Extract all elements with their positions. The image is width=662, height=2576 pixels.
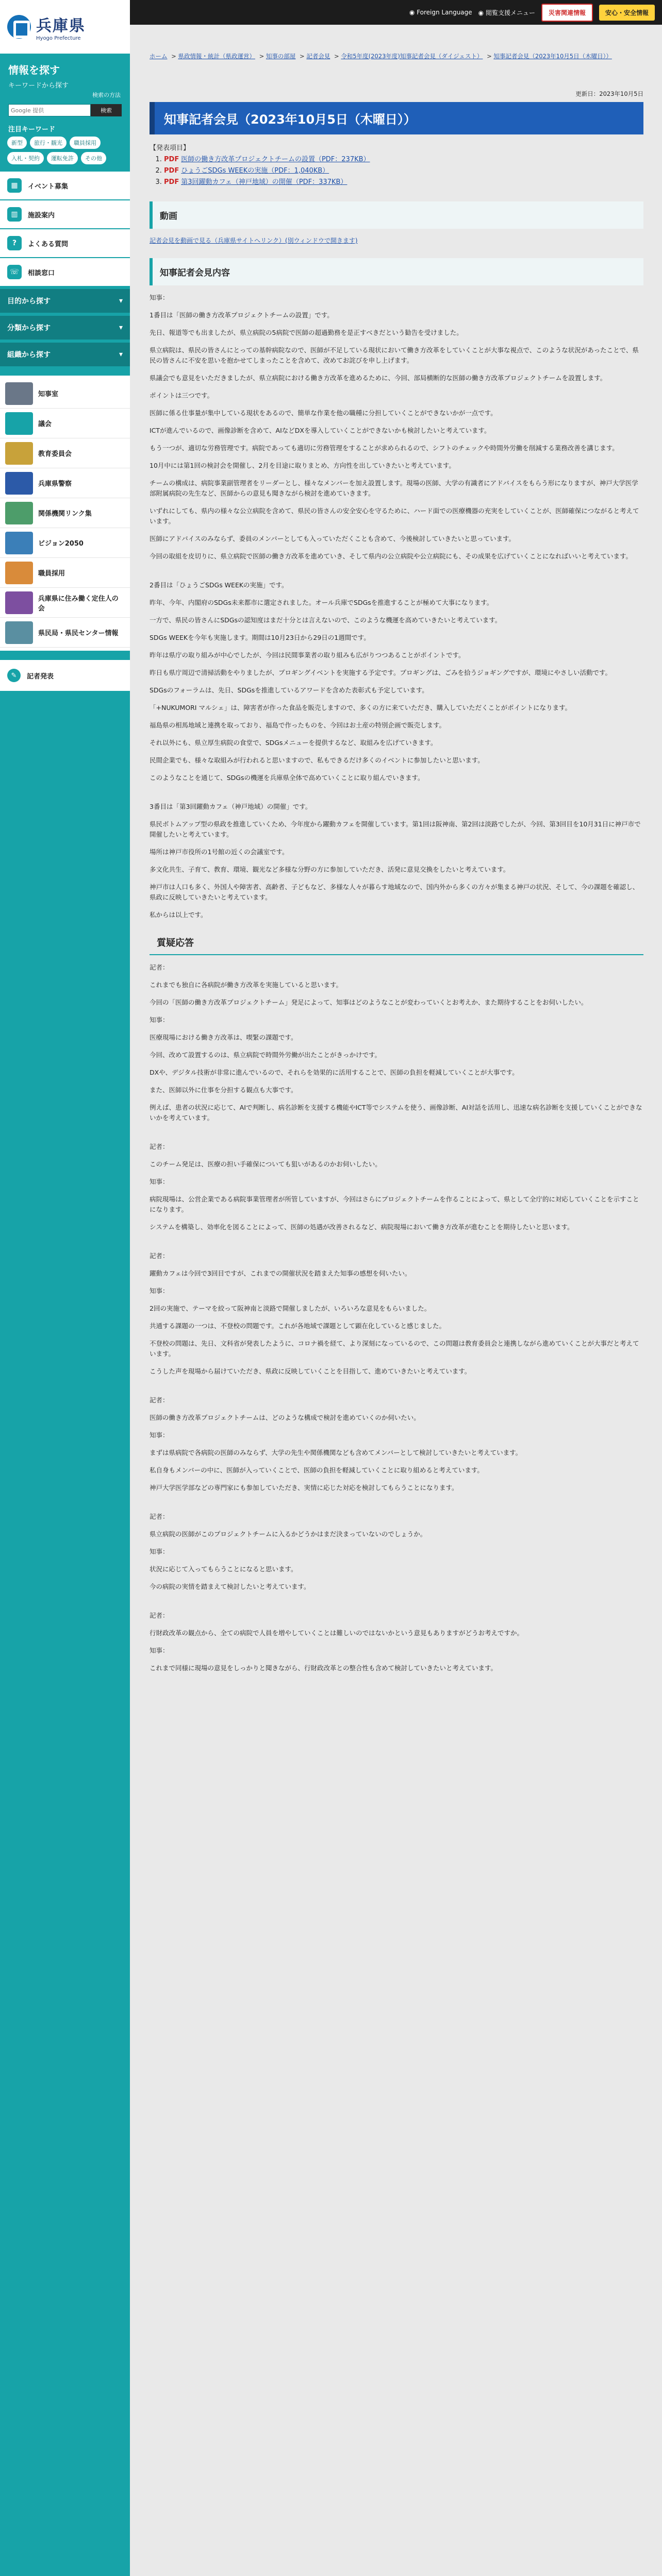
press-icon: ✎ [7,669,21,682]
breadcrumb-link[interactable]: 令和5年度(2023年度)知事記者会見（ダイジェスト） [341,53,483,60]
qa-paragraph: 知事： [150,1431,169,1439]
sidebar-banner[interactable] [0,558,130,588]
speech-body [150,293,643,920]
sidebar-banner-label: ビジョン2050 [38,540,84,548]
file-link[interactable]: ひょうごSDGs WEEKの実施（PDF：1,040KB） [181,167,329,175]
sidebar-banner[interactable] [0,588,130,618]
speech-paragraph: ICTが進んでいるので、画像診断を含めて、AIなどDXを導入していくことができないかも検討したいと考えています。 [150,427,491,434]
foreign-language-link[interactable]: ◉ Foreign Language [409,9,472,16]
speech-paragraph: 昨年、今年、内閣府のSDGs未来都市に選定されました。オール兵庫でSDGsを推進することが極めて大事になります。 [150,599,493,606]
sidebar-menu [0,172,130,286]
qa-paragraph: こうした声を現場から届けていただき、県政に反映していくことを目指して、進めていきたいと考えています。 [150,1367,471,1375]
cal-icon: ▦ [7,178,22,193]
speech-paragraph: ポイントは三つです。 [150,392,214,399]
qa-paragraph: 記者： [150,1252,169,1260]
logo-text: 兵庫県 [36,16,86,35]
breadcrumb-link[interactable]: 知事の部屋 [266,53,296,60]
breadcrumb-separator: > [485,53,494,60]
qa-paragraph: 記者： [150,1612,169,1619]
chevron-down-icon: ▾ [119,324,123,332]
banner-thumbnail [5,442,33,465]
qa-paragraph: 知事： [150,1287,169,1295]
video-heading: 動画 [150,201,643,229]
speech-paragraph: 民間企業でも、様々な取組みが行われると思いますので、私もできるだけ多くのイベントに参加したいと思います。 [150,756,484,764]
keyword-pill[interactable]: その他 [81,152,106,164]
page-title: 知事記者会見（2023年10月5日（木曜日）） [150,102,643,134]
sidebar-menu-label: イベント募集 [28,182,69,191]
sidebar-dropdowns [0,289,130,366]
qa-paragraph: 神戸大学医学部などの専門家にも参加していただき、実情に応じた対応を検討してもらうことになります。 [150,1484,458,1492]
breadcrumb-link[interactable]: 県政情報・統計（県政運営） [178,53,255,60]
foreign-language-label: Foreign Language [417,9,472,16]
safety-info-button[interactable]: 安心・安全情報 [599,5,655,21]
section-heading: 知事記者会見内容 [150,258,643,285]
banner-thumbnail [5,621,33,644]
pdf-icon: PDF [164,156,179,163]
qa-paragraph: 記者： [150,1513,169,1520]
search-button[interactable]: 検索 [91,104,122,116]
pdf-icon: PDF [164,178,179,186]
qa-paragraph: 知事： [150,1178,169,1185]
speech-paragraph: SDGs WEEKを今年も実施します。期間は10月23日から29日の1週間です。 [150,634,370,641]
sidebar-banners [0,376,130,651]
sidebar-banner[interactable] [0,438,130,468]
sidebar-menu-item[interactable] [0,172,130,199]
speech-paragraph: もう一つが、適切な労務管理です。病院であっても適切に労務管理をすることが求められるので、シフトのチェックや時間外労働を削減する業務改善を講じます。 [150,444,619,452]
disaster-info-button[interactable]: 災害関連情報 [541,4,593,22]
qa-paragraph: 知事： [150,1548,169,1555]
breadcrumb-separator: > [332,53,341,60]
sidebar-banner[interactable] [0,379,130,409]
qa-paragraph: また、医師以外に仕事を分担する観点も大事です。 [150,1086,297,1094]
qa-heading: 質疑応答 [150,930,643,955]
speech-paragraph: チームの構成は、病院事業副管理者をリーダーとし、様々なメンバーを加え設置します。現場の医師、大学の有識者にアドバイスをもらう形になりますが、神戸大学医学部附属病院の先生など、医師からの意見も聞きながら検討を進めていきます。 [150,479,638,497]
breadcrumb-link[interactable]: ホーム [150,53,168,60]
sidebar-menu-label: よくある質問 [28,240,69,248]
qa-paragraph: 私自身もメンバーの中に、医師が入っていくことで、医師の負担を軽減していくことに取り組めると考えています。 [150,1466,484,1474]
speech-paragraph: 知事： [150,294,169,301]
sidebar-banner[interactable] [0,498,130,528]
sidebar-banner[interactable] [0,618,130,648]
qa-paragraph: 躍動カフェは今回で3回目ですが、これまでの開催状況を踏まえた知事の感想を伺いたい。 [150,1269,411,1277]
sidebar-menu-item[interactable] [0,258,130,286]
breadcrumb [150,52,644,61]
banner-thumbnail [5,532,33,554]
qa-paragraph: 例えば、患者の状況に応じて、AIで判断し、病名診断を支援する機能やICT等でシステムを使う、画像診断、AI対話を活用し、迅速な病名診断を支援していくことができないかを考えています。 [150,1104,642,1122]
phone-icon: ☏ [7,265,22,279]
sidebar-dropdown-label: 目的から探す [7,297,51,306]
breadcrumb-separator: > [169,53,178,60]
keyword-pill[interactable]: 新型 [7,137,27,149]
view-support-label: 閲覧支援メニュー [485,9,535,16]
qa-body [150,962,643,1673]
sidebar-dropdown[interactable] [0,343,130,366]
sidebar-banner[interactable] [0,468,130,498]
breadcrumb-link: 知事記者会見（2023年10月5日（木曜日）） [493,53,612,60]
search-method-link[interactable]: 検索の方法 [92,92,121,98]
banner-thumbnail [5,562,33,584]
file-link[interactable]: 医師の働き方改革プロジェクトチームの設置（PDF：237KB） [181,156,370,163]
speech-paragraph: 県民ボトムアップ型の県政を推進していくため、今年度から躍動カフェを開催しています。第1回は阪神南、第2回は淡路でしたが、今回、第3回目を10月31日に神戸市で開催したいと考えています。 [150,820,641,838]
search-box [8,104,122,116]
sidebar-banner[interactable] [0,528,130,558]
sidebar-banner-label: 教育委員会 [38,450,72,458]
sidebar-menu-item[interactable] [0,229,130,257]
speech-paragraph: 3番目は「第3回躍動カフェ（神戸地域）の開催」です。 [150,803,312,810]
qa-paragraph: 状況に応じて入ってもらうことになると思います。 [150,1565,297,1573]
speech-paragraph: SDGsのフォーラムは、先日、SDGsを推進しているアワードを含めた表彰式も予定しています。 [150,686,428,694]
speech-paragraph: 私からは以上です。 [150,911,207,919]
speech-paragraph: 県立病院は、県民の皆さんにとっての基幹病院なので、医師が不足している現状において働き方改革をしていくことが大事な視点で、このような状況があったことで、県民の皆さんに不安を思いを抱かせてしまったことを含めて、改めてお詫びを申し上げます。 [150,346,639,364]
speech-paragraph: 県議会でも意見をいただきましたが、県立病院における働き方改革を進めるために、今回、部局横断的な医師の働き方改革プロジェクトチームを設置します。 [150,374,607,382]
logo-sub: Hyogo Prefecture [36,35,81,41]
qa-paragraph: 2回の実施で、テーマを絞って阪神南と淡路で開催しましたが、いろいろな意見をもらいました。 [150,1304,431,1312]
sidebar-menu-label: 施設案内 [28,211,55,219]
view-support-link[interactable]: ◉ 閲覧支援メニュー [478,9,535,16]
qa-paragraph: まずは県病院で各病院の医師のみならず、大学の先生や関係機関なども含めてメンバーとして検討していきたいと考えています。 [150,1449,522,1456]
announcement-files [150,143,643,188]
sidebar-banner-label: 職員採用 [38,570,65,578]
breadcrumb-link[interactable]: 記者会見 [306,53,330,60]
speech-paragraph: 先日、報道等でも出ましたが、県立病院の5病院で医師の超過勤務を是正すべきだという勧告を受けました。 [150,329,463,336]
sidebar-banner-label: 議会 [38,420,52,428]
keyword-pill[interactable]: 入札・契約 [7,152,44,164]
banner-thumbnail [5,472,33,495]
speech-paragraph: 1番目は「医師の働き方改革プロジェクトチームの設置」です。 [150,311,334,319]
sidebar-dropdown-label: 組織から探す [7,351,51,359]
sidebar [0,0,130,2576]
files-label: 【発表項目】 [150,144,190,152]
qa-paragraph: 記者： [150,1143,169,1150]
qa-paragraph: システムを構築し、効率化を図ることによって、医師の処遇が改善されるなど、病院現場において働き方改革が進むことを期待したいと思います。 [150,1223,574,1231]
breadcrumb-separator: > [297,53,307,60]
press-release-link[interactable] [0,660,130,691]
qa-paragraph: 記者： [150,1396,169,1404]
sidebar-menu-label: 相談窓口 [28,269,55,277]
main-content [150,90,643,1673]
speech-paragraph: 昨日も県庁周辺で清掃活動をやりましたが、プロギングイベントを実施する予定です。プロギングは、ごみを拾うジョギングですが、環境にやさしい活動です。 [150,669,612,676]
file-item [164,154,643,165]
keyword-pill[interactable]: 旅行・観光 [30,137,67,149]
top-bar [130,0,662,25]
building-icon: ▥ [7,207,22,222]
qa-paragraph: 病院現場は、公営企業である病院事業管理者が所管していますが、今回はさらにプロジェクトチームを作ることによって、県として全庁的に対応していくことを示すことになります。 [150,1195,639,1213]
press-label: 記者発表 [27,672,54,681]
banner-thumbnail [5,502,33,524]
qa-paragraph: 不登校の問題は、先日、文科省が発表したように、コロナ禍を経て、より深刻になっているので、この問題は教育委員会と連携しながら進めていくことが大事だと考えています。 [150,1340,639,1358]
qa-paragraph: 共通する課題の一つは、不登校の問題です。これが各地域で課題として顕在化していると感じました。 [150,1322,446,1330]
sidebar-banner-label: 県民局・県民センター情報 [38,630,119,637]
qa-paragraph: 医療現場における働き方改革は、喫緊の課題です。 [150,1033,297,1041]
speech-paragraph: 福島県の相馬地域と連携を取っており、福島で作ったものを、今回はお土産の特別企画で販売します。 [150,721,446,729]
speech-paragraph: 多文化共生、子育て、教育、環境、観光など多様な分野の方に参加していただき、活発に意見交換をしたいと考えています。 [150,866,510,873]
speech-paragraph: 神戸市は人口も多く、外国人や障害者、高齢者、子どもなど、多様な人々が暮らす地域なので、国内外から多くの方々が集まる神戸の状況、そして、今の課題を確認し、県政に反映していきたいと考えています。 [150,883,639,901]
sidebar-dropdown[interactable] [0,316,130,340]
qa-paragraph: 今の病院の実情を踏まえて検討したいと考えています。 [150,1583,310,1590]
speech-paragraph: 昨年は県庁の取り組みが中心でしたが、今回は民間事業者の取り組みも広がりつつあることがポイントです。 [150,651,465,659]
chevron-down-icon: ▾ [119,297,123,305]
speech-paragraph: 今回の取組を皮切りに、県立病院で医師の働き方改革を進めていき、そして県内の公立病院や公立病院にも、その成果を広げていくことになればいいと考えています。 [150,552,633,560]
speech-paragraph: いずれにしても、県内の様々な公立病院を含めて、県民の皆さんの安全安心を守るために、ハード面での医療機器の充実をしていくことが、医師確保につながると考えています。 [150,507,639,525]
search-input[interactable] [8,104,91,116]
qa-paragraph: 今回、改めて設置するのは、県立病院で時間外労働が出たことがきっかけです。 [150,1051,382,1059]
qa-paragraph: これまでも独自に各病院が働き方改革を実施していると思います。 [150,981,343,989]
banner-thumbnail [5,591,33,614]
qa-paragraph: 知事： [150,1016,169,1024]
qa-paragraph: 県立病院の医師がこのプロジェクトチームに入るかどうかはまだ決まっていないのでしょうか。 [150,1530,427,1538]
sidebar-banner-label: 知事室 [38,391,59,398]
sidebar-banner-label: 関係機関リンク集 [38,510,92,518]
notice-keyword-label: 注目キーワード [8,126,56,133]
sidebar-heading: 情報を探す [8,64,60,76]
keyword-pill[interactable]: 職員採用 [70,137,101,149]
qa-paragraph: これまで同様に現場の意見をしっかりと聞きながら、行財政改革との整合性も含めて検討していきたいと考えています。 [150,1664,498,1672]
qa-paragraph: このチーム発足は、医療の担い手確保についても狙いがあるのかお伺いしたい。 [150,1160,382,1168]
qa-paragraph: 今回の「医師の働き方改革プロジェクトチーム」発足によって、知事はどのようなことが変わっていくとお考えか、また期待することをお伺いしたい。 [150,998,588,1006]
breadcrumb-separator: > [257,53,266,60]
speech-paragraph: 一方で、県民の皆さんにSDGsの認知度はまだ十分とは言えないので、このような機運を高めていきたいと考えています。 [150,616,502,624]
sidebar-banner-label: 兵庫県に住み働く定住人の会 [38,595,119,613]
file-item [164,165,643,177]
site-logo[interactable] [0,0,130,54]
file-item [164,177,643,188]
speech-paragraph: それ以外にも、県立厚生病院の食堂で、SDGsメニューを提供するなど、取組みを広げていきます。 [150,739,437,747]
keyword-pills [0,137,130,164]
qa-paragraph: 記者： [150,963,169,971]
speech-paragraph: 場所は神戸市役所の1号館の近くの会議室です。 [150,848,289,856]
sidebar-menu-item[interactable] [0,200,130,228]
sidebar-dropdown-label: 分類から探す [7,324,51,332]
qa-paragraph: 知事： [150,1647,169,1654]
files-list [164,154,643,188]
question-icon: ? [7,236,22,250]
chevron-down-icon: ▾ [119,350,123,359]
qa-paragraph: DXや、デジタル技術が非常に進んでいるので、それらを効果的に活用することで、医師の負担を軽減していくことが大事です。 [150,1069,519,1076]
video-link[interactable]: 記者会見を動画で見る（兵庫県サイトへリンク）(別ウィンドウで開きます) [150,237,358,244]
speech-paragraph: 10月中には第1回の検討会を開催し、2月を目途に取りまとめ、方向性を出していきたいと考えています。 [150,462,455,469]
sidebar-banner-label: 兵庫県警察 [38,480,72,488]
pdf-icon: PDF [164,167,179,175]
sidebar-banner[interactable] [0,409,130,438]
sidebar-dropdown[interactable] [0,289,130,313]
qa-paragraph: 医師の働き方改革プロジェクトチームは、どのような構成で検討を進めていくのか伺いたい。 [150,1414,420,1421]
keyword-label: キーワードから探す [8,82,69,90]
speech-paragraph: このようなことを通じて、SDGsの機運を兵庫県全体で高めていくことに取り組んでいきます。 [150,774,424,782]
qa-paragraph: 行財政改革の観点から、全ての病院で人員を増やしていくことは難しいのではないかという意見もありますがどうお考えですか。 [150,1629,524,1637]
speech-paragraph: 「+NUKUMORI マルシェ」は、障害者が作った食品を販売しますので、多くの方に来ていただき、購入していただくことがポイントになります。 [150,704,572,711]
speech-paragraph: 医師にアドバイスのみならず、委員のメンバーとしても入っていただくことも含めて、今後検討していきたいと思っています。 [150,535,516,543]
speech-paragraph: 医師に係る仕事量が集中している現状をあるので、簡単な作業を他の職種に分担していくことができないかが一点です。 [150,409,497,417]
speech-paragraph: 2番目は「ひょうごSDGs WEEKの実施」です。 [150,581,288,589]
banner-thumbnail [5,412,33,435]
hyogo-emblem-icon [7,15,31,39]
file-link[interactable]: 第3回躍動カフェ（神戸地域）の開催（PDF：337KB） [181,178,347,186]
banner-thumbnail [5,382,33,405]
updated-date: 更新日：2023年10月5日 [575,90,643,97]
keyword-pill[interactable]: 運転免許 [47,152,78,164]
